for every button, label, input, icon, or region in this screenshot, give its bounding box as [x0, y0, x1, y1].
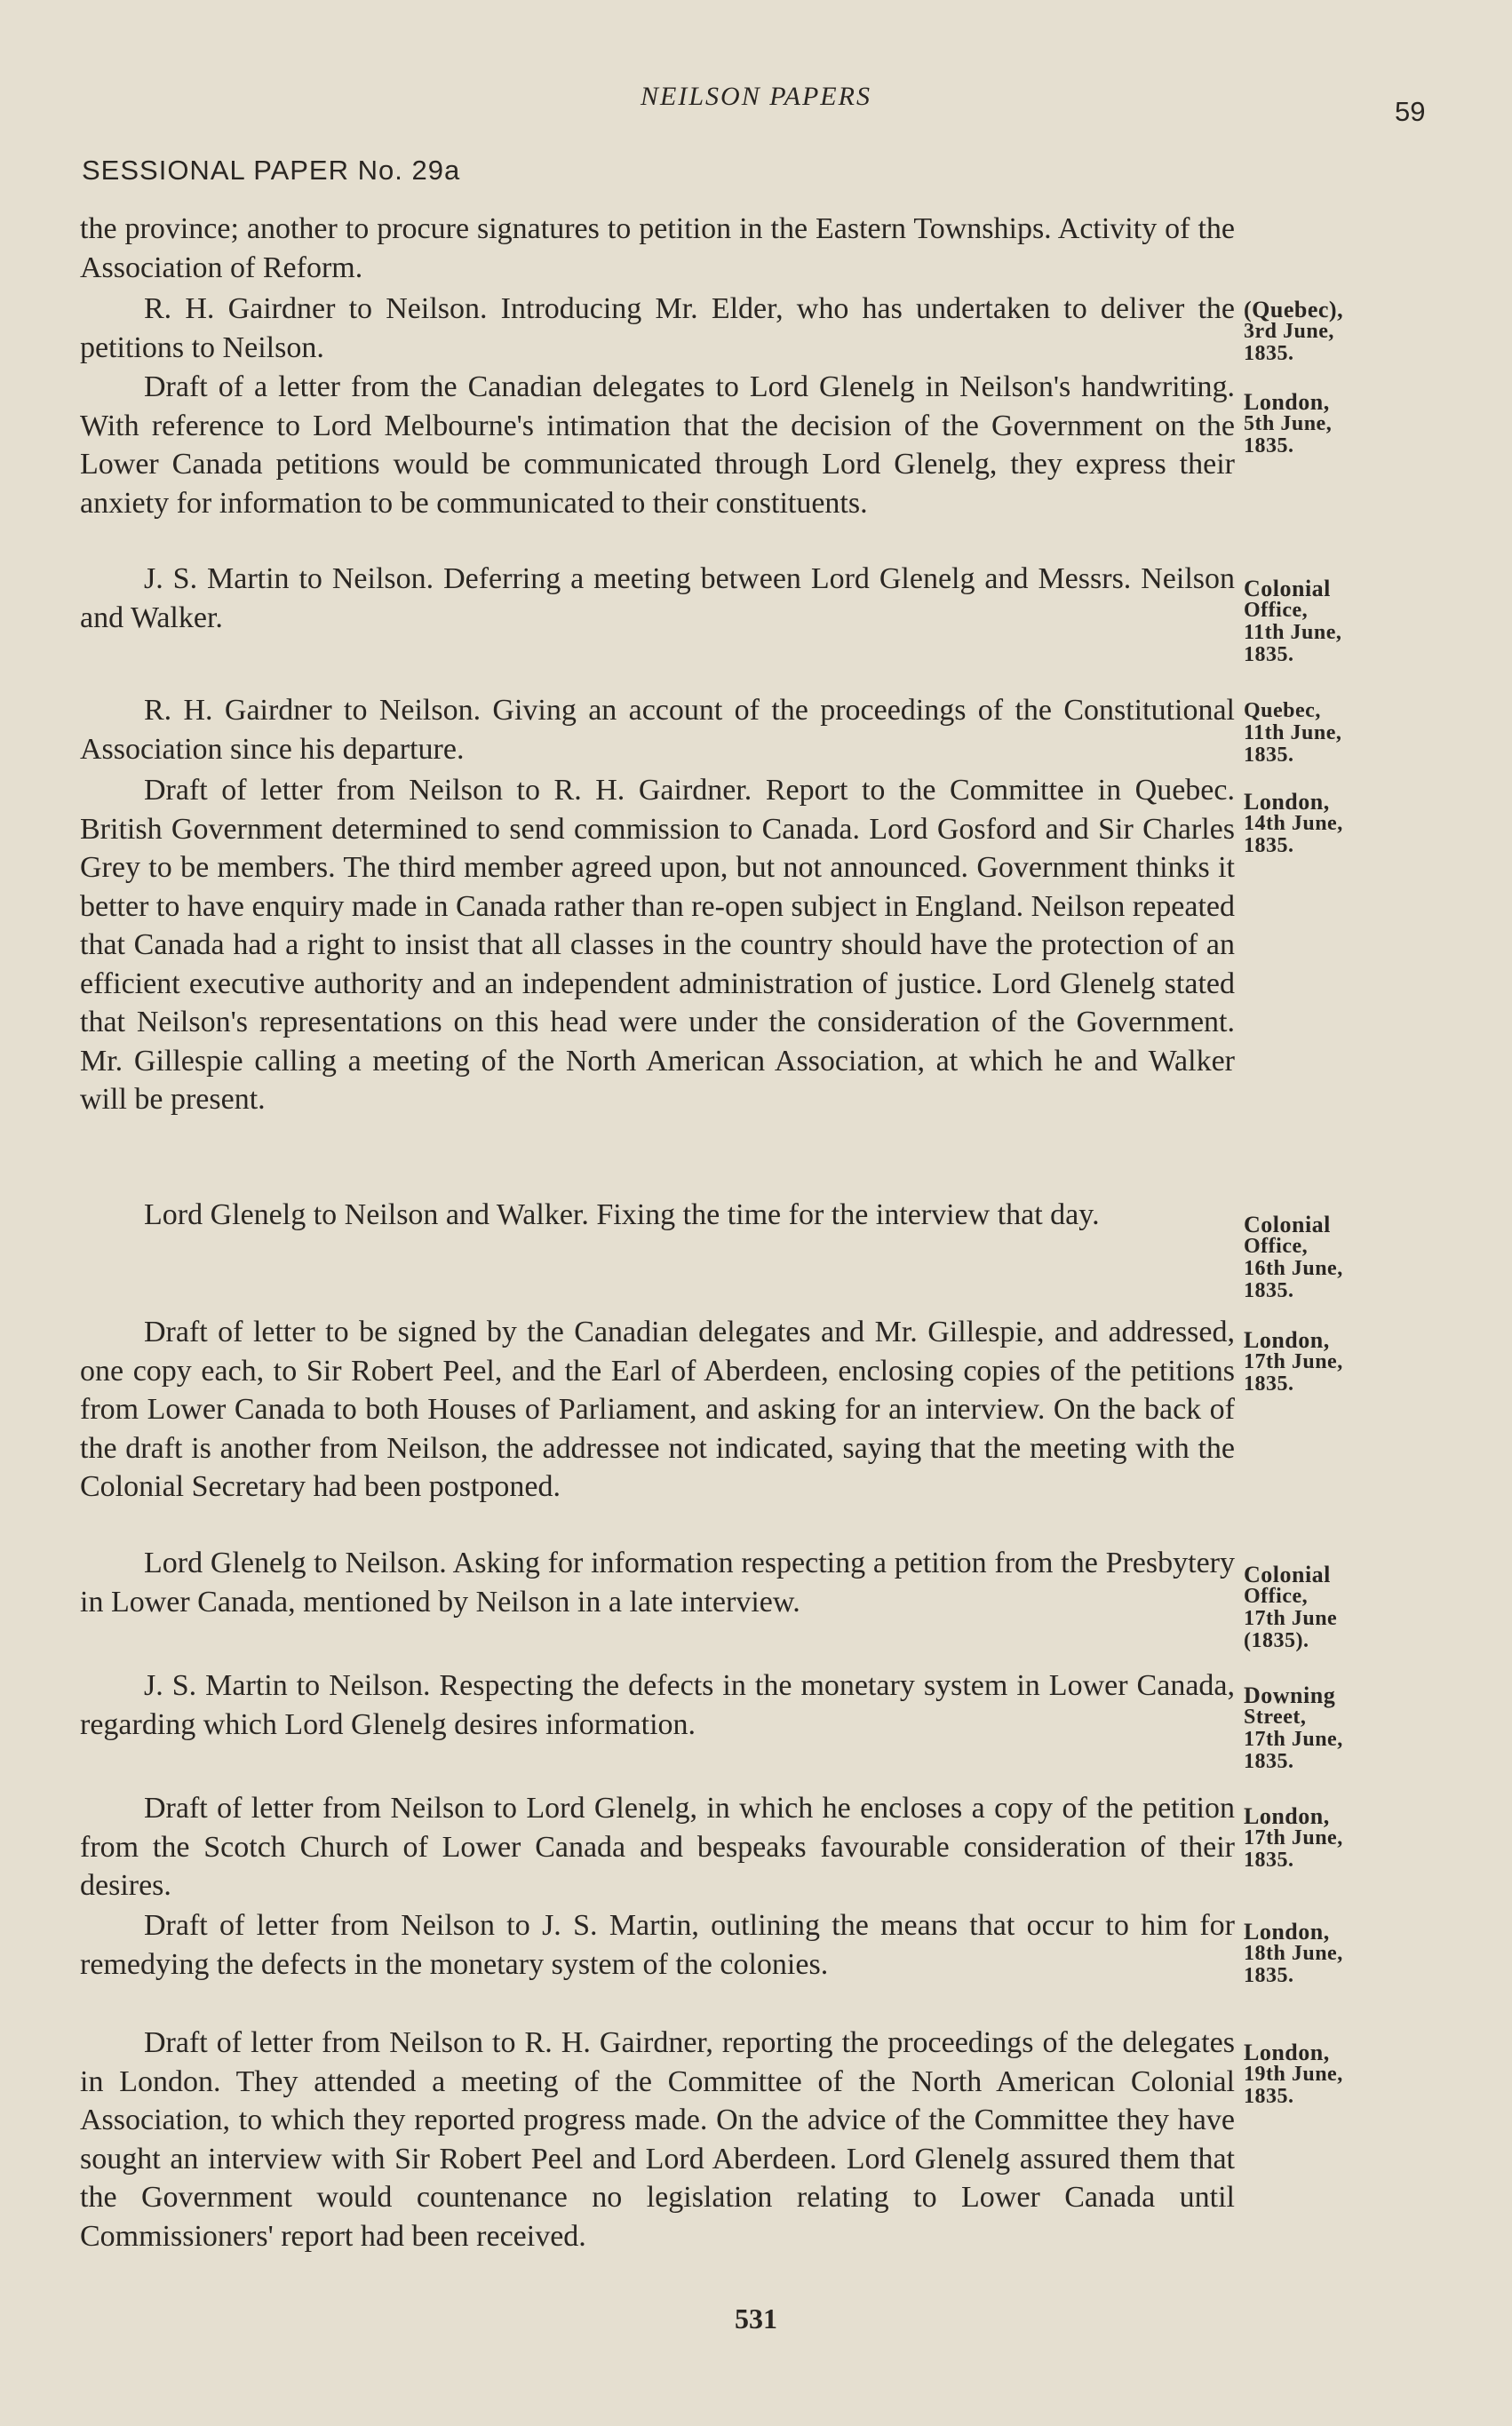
- entry-text: the province; another to procure signatures to petition in the Eastern Townships. Activity of the Association of Reform.: [80, 212, 1235, 284]
- date-line: 1835.: [1244, 834, 1294, 857]
- date-line: London,: [1244, 1919, 1330, 1945]
- entry-date: [1244, 700, 1421, 767]
- entry-date: [1244, 1329, 1421, 1396]
- entry-text: J. S. Martin to Neilson. Deferring a meeting between Lord Glenelg and Messrs. Neilson and Walker.: [80, 562, 1235, 634]
- date-line: 18th June,: [1244, 1942, 1343, 1965]
- date-line: Office,: [1244, 1235, 1309, 1258]
- entry-date: [1244, 1684, 1421, 1773]
- date-line: London,: [1244, 389, 1330, 415]
- page-number: 59: [1395, 96, 1426, 127]
- entry-text: Draft of letter from Neilson to R. H. Gairdner, reporting the proceedings of the delegates in London. They attended a meeting of the Committee of the North American Colonial Association, to which they reported progress made. On the advice of the Committee they have sought an interview with Sir Robert Peel and Lord Aberdeen. Lord Glenelg assured them that the Government would countenance no legislation relating to Lower Canada until Commissioners' report had been received.: [80, 2026, 1235, 2253]
- date-line: Street,: [1244, 1706, 1307, 1729]
- date-line: 11th June,: [1244, 721, 1342, 744]
- date-line: 19th June,: [1244, 2063, 1343, 2086]
- entry-text: Lord Glenelg to Neilson and Walker. Fixing the time for the interview that day.: [144, 1198, 1100, 1231]
- date-line: London,: [1244, 1327, 1330, 1353]
- date-line: 14th June,: [1244, 812, 1343, 835]
- entry-text: R. H. Gairdner to Neilson. Introducing Mr. Elder, who has undertaken to deliver the petitions to Neilson.: [80, 292, 1235, 364]
- entry-date: [1244, 1213, 1421, 1302]
- date-line: London,: [1244, 789, 1330, 815]
- date-line: 17th June,: [1244, 1728, 1343, 1751]
- date-line: 1835.: [1244, 1279, 1294, 1302]
- entry-date: [1244, 1805, 1421, 1872]
- entry-date: [1244, 1921, 1421, 1987]
- entry-text: Draft of letter from Neilson to R. H. Gairdner. Report to the Committee in Quebec. British Government determined to send commission to Canada. Lord Gosford and Sir Charles Grey to be members. The third member agreed upon, but not announced. Government thinks it better to have enquiry made in Canada rather than re-open subject in England. Neilson repeated that Canada had a right to insist that all classes in the country should have the protection of an efficient executive authority and an independent administration of justice. Lord Glenelg stated that Neilson's representations on this head were under the consideration of the Government. Mr. Gillespie calling a meeting of the North American Association, at which he and Walker will be present.: [80, 774, 1236, 1116]
- date-line: Colonial: [1244, 1562, 1331, 1587]
- date-line: Quebec,: [1244, 699, 1321, 722]
- date-line: (Quebec),: [1244, 297, 1344, 322]
- date-line: 1835.: [1244, 1372, 1294, 1396]
- date-line: 1835.: [1244, 643, 1294, 666]
- date-line: Downing: [1244, 1682, 1336, 1708]
- entry-date: [1244, 791, 1421, 857]
- date-line: 17th June,: [1244, 1826, 1343, 1849]
- running-title: NEILSON PAPERS: [641, 82, 871, 111]
- entry-text: Draft of letter to be signed by the Canadian delegates and Mr. Gillespie, and addressed, one copy each, to Sir Robert Peel, and the Earl of Aberdeen, enclosing copies of the petitions from Lower Canada to both Houses of Parliament, and asking for an interview. On the back of the draft is another from Neilson, the addressee not indicated, saying that the meeting with the Colonial Secretary had been postponed.: [80, 1316, 1235, 1503]
- date-line: 11th June,: [1244, 621, 1342, 644]
- date-line: 1835.: [1244, 1750, 1294, 1773]
- entry-text: Lord Glenelg to Neilson. Asking for information respecting a petition from the Presbytery in Lower Canada, mentioned by Neilson in a late interview.: [80, 1547, 1235, 1619]
- date-line: 3rd June,: [1244, 320, 1334, 343]
- date-line: London,: [1244, 1803, 1330, 1829]
- date-line: 1835.: [1244, 1849, 1294, 1872]
- date-line: 1835.: [1244, 1964, 1294, 1987]
- sessional-paper-label: SESSIONAL PAPER No. 29a: [82, 155, 461, 186]
- date-line: 16th June,: [1244, 1257, 1343, 1280]
- date-line: (1835).: [1244, 1629, 1309, 1652]
- date-line: 17th June: [1244, 1607, 1338, 1630]
- entry-text: Draft of letter from Neilson to J. S. Martin, outlining the means that occur to him for remedying the defects in the monetary system of the colonies.: [80, 1909, 1235, 1981]
- entry-text: Draft of a letter from the Canadian delegates to Lord Glenelg in Neilson's handwriting. With reference to Lord Melbourne's intimation that the decision of the Government on the Lower Canada petitions would be communicated through Lord Glenelg, they express their anxiety for information to be communicated to their constituents.: [80, 370, 1235, 520]
- date-line: 1835.: [1244, 342, 1294, 365]
- folio-number: 531: [735, 2303, 777, 2335]
- date-line: Colonial: [1244, 1212, 1331, 1237]
- date-line: Office,: [1244, 599, 1309, 622]
- date-line: 1835.: [1244, 434, 1294, 457]
- entry-text: R. H. Gairdner to Neilson. Giving an account of the proceedings of the Constitutional Association since his departure.: [80, 694, 1235, 766]
- entry-date: [1244, 2041, 1421, 2108]
- date-line: 17th June,: [1244, 1350, 1343, 1373]
- entry-date: [1244, 298, 1421, 365]
- date-line: 5th June,: [1244, 412, 1333, 435]
- date-line: Office,: [1244, 1585, 1309, 1608]
- entry-text: J. S. Martin to Neilson. Respecting the defects in the monetary system in Lower Canada, regarding which Lord Glenelg desires information.: [80, 1669, 1235, 1741]
- entry-date: [1244, 391, 1421, 457]
- date-line: 1835.: [1244, 744, 1294, 767]
- entry-text: Draft of letter from Neilson to Lord Glenelg, in which he encloses a copy of the petition from the Scotch Church of Lower Canada and bespeaks favourable consideration of their desires.: [80, 1792, 1235, 1902]
- date-line: London,: [1244, 2040, 1330, 2065]
- date-line: Colonial: [1244, 576, 1331, 601]
- entry-date: [1244, 577, 1421, 666]
- entry-date: [1244, 1563, 1421, 1652]
- date-line: 1835.: [1244, 2085, 1294, 2108]
